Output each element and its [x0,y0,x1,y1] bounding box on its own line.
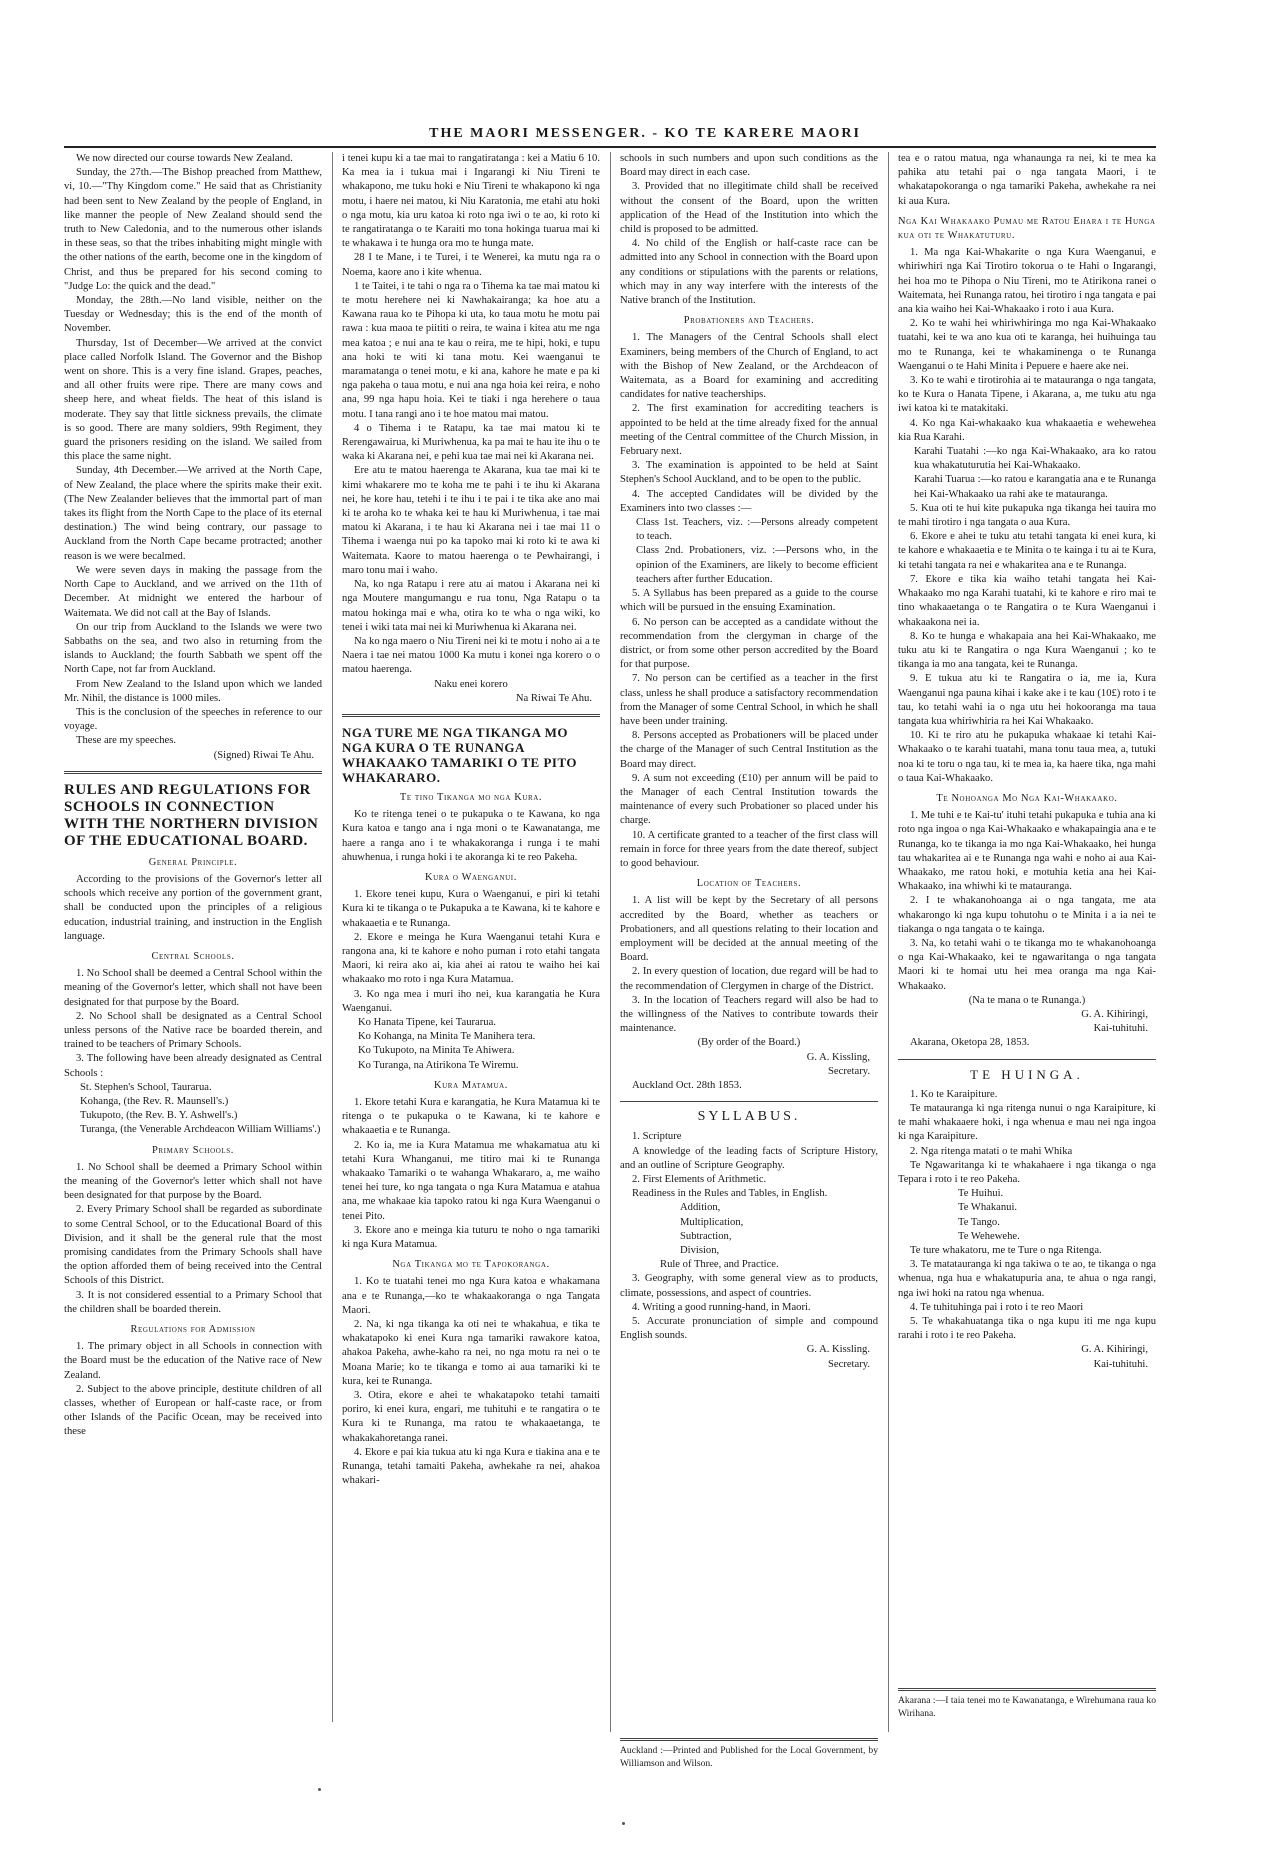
paragraph: 2. Na, ki nga tikanga ka oti nei te whakahua, e tika te whakatapoko ki enei Kura nga tamariki rawakore katoa, ahakoa Pakeha, awhe-kaho ra nei, no nga motu ra nei o te Moana Marie; ko te tikanga e tomo ai aua tamariki ki te kura, kei te Runanga. [342,1319,600,1387]
paragraph: Thursday, 1st of December—We arrived at the convict place called Norfolk Island. The Governor and the Bishop went on shore. This is a very fine island. Grapes, peaches, and all other fruits were ripe. There are many cows and sheep here, and wheat fields. The heat of this island is moderate. They say that little sickness prevails, the climate is so good. There are many soldiers, 99th Regiment, they guard the prisoners residing on the island. We sailed from this place the same night. [64,337,322,463]
signature: G. A. Kihiringi, [1081,1008,1148,1020]
paragraph: 8. Persons accepted as Probationers will be placed under the charge of the Manager of such Central Institution as the Board may direct. [620,730,878,770]
paragraph: i tenei kupu ki a tae mai to rangatiratanga : kei a Matiu 6 10. Ka mea ia i tukua mai i Ingarangi ki Niu Tireni te whakapono, me tuku hoki e Niu Tireni te whakapono ki nga motu, i haere nei matou, ki Niu Karatonia, me etahi atu hoki o nga motu, kia uru katoa ki roto nga iwi o te ao, ki roto ki te rangatiratanga o te Karaiti mo tona hokinga tuarua mai ki te whakawa i te hunga ora mo te hunga mate. [342,153,600,250]
paragraph: 1. Scripture [632,1131,682,1143]
paragraph: 6. No person can be accepted as a candidate without the recommendation from the clergyman in charge of the district, or from some other person accredited by the Board for that purpose. [620,616,878,671]
masthead: THE MAORI MESSENGER. - KO TE KARERE MAORI [429,126,861,141]
rules-title: RULES AND REGULATIONS FOR SCHOOLS IN CONNECTION WITH THE NORTHERN DIVISION OF THE EDUCATIONAL BOARD. [64,781,319,849]
list-item: Ko Tukupoto, na Minita Te Ahiwera. [358,1045,515,1057]
paragraph: 2. The first examination for accrediting teachers is appointed to be held at the time already fixed for the annual meeting of the Central committee of the Church Mission, in February next. [620,403,878,458]
paragraph: Na, ko nga Ratapu i rere atu ai matou i Akarana nei ki nga Moutere mangumangu e rua tonu, Nga Ratapu o ta matou hokinga mai e wha, otira ko te wha o nga wiki, ko tenei i wiki tata mai nei ki Muriwhenua ki Akarana nei. [342,579,600,633]
signature-title: Secretary. [828,1358,870,1370]
section-rule [898,1059,1156,1060]
list-item: St. Stephen's School, Taurarua. [80,1081,212,1093]
subheading: Primary Schools. [152,1144,234,1156]
signature-title: Secretary. [828,1065,870,1077]
paragraph: 2. Nga ritenga matati o te mahi Whika [910,1145,1073,1157]
paragraph: 2. No School shall be designated as a Central School unless persons of the Native race be boarded therein, and trained to be teachers of Primary Schools. [64,1010,322,1051]
paragraph: schools in such numbers and upon such conditions as the Board may direct in each case. [620,153,878,179]
paragraph: 3. Geography, with some general view as to products, climate, possessions, and aspect of countries. [620,1273,878,1299]
list-item: Te Wehewehe. [958,1230,1020,1242]
print-speck [622,1822,625,1825]
paragraph: 3. In the location of Teachers regard will also be had to the willingness of the Natives to contribute towards their maintenance. [620,994,878,1035]
paragraph: 2. Ko te wahi hei whiriwhiringa mo nga Kai-Whakaako tuatahi, kei te wa ano kua oti te karanga, hei huihuinga tau mo te Runanga, kei te whakaminenga o te Runanga Waenganui o te Hahi Minita i Pepuere e haere ake nei. [898,318,1156,372]
paragraph: 7. Ekore e tika kia waiho tetahi tangata hei Kai-Whakaako mo nga Karahi tuatahi, ki te kahore e riro mai te tino whakaaetanga o te Rangatira o te Kura Waenganui i whakaakona nei ia. [898,573,1156,628]
list-item: Ko Hanata Tipene, kei Taurarua. [358,1016,496,1028]
column-3 [620,152,878,1732]
signature: G. A. Kissling. [806,1344,870,1356]
paragraph: 4. No child of the English or half-caste race can be admitted into any School in connection with the Board upon any conditions or stipulations with the parents or relations, which may in any way interfere with the interests of the Native branch of the Institution. [620,238,878,307]
signature: G. A. Kissling, [806,1051,870,1063]
paragraph: 4. Ekore e pai kia tukua atu ki nga Kura e tiakina ana e te Runanga, tetahi tamaiti Pakeha, awhekahe ra nei, ahakoa whakari- [342,1446,600,1487]
paragraph: 9. A sum not exceeding (£10) per annum will be paid to the Manager of each Central Institution towards the maintenance of every such Probationer so placed under his charge. [620,772,878,827]
paragraph: 1. A list will be kept by the Secretary of all persons accredited by the Board, whether as teachers or Probationers, and all questions relating to their location and employment will be decided at the annual meeting of the Board. [620,895,878,964]
paragraph: 3. Te matatauranga ki nga takiwa o te ao, te tikanga o nga whenua, nga hua e whakatupuria ana, te ahua o nga rangi, nga iwi hoki na ratou nga whenua. [898,1259,1156,1299]
paragraph: 1. Ko te tuatahi tenei mo nga Kura katoa e whakamana ana e te Runanga,—ko te whakaakoranga o nga Tangata Maori. [342,1276,600,1316]
paragraph: 2. First Elements of Arithmetic. [632,1174,767,1186]
paragraph: 8. Ko te hunga e whakapaia ana hei Kai-Whakaako, me tuku atu ki te Rangatira o nga Kura Waenganui ; ko te tikanga ia mo ana tangata, kei te Runanga. [898,630,1156,671]
paragraph: 5. Kua oti te hui kite pukapuka nga tikanga hei tauira mo te mahi tirotiro i nga tangata o aua Kura. [898,502,1156,529]
column-2 [342,152,600,1722]
paragraph: 6. Ekore e ahei te tuku atu tetahi tangata ki enei kura, ki te kahore e whakaaetia e te Minita o te kainga i tu ai te Kura, ki tetahi tangata ra nei e whakaritea ana e te Runanga. [898,531,1156,571]
paragraph: 7. No person can be certified as a teacher in the first class, unless he shall produce a satisfactory recommendation from the Manager of some Central School, in which he shall have been under training. [620,673,878,727]
paragraph: 2. Ekore e meinga he Kura Waenganui tetahi Kura e rangona ana, ki te kahore e noho puman i roto etahi tangata Maori, ki reira ako ai, kia ahei ai ratou te waiho hei kai whakaako mo roto i nga Kura Matamua. [342,931,600,986]
list-item: Kohanga, (the Rev. R. Maunsell's.) [80,1095,229,1107]
paragraph: We now directed our course towards New Zealand. [76,153,293,164]
masthead-rule [64,146,1156,148]
paragraph: 2. In every question of location, due regard will be had to the recommendation of Clergymen in charge of the District. [620,966,878,992]
paragraph: 1 te Taitei, i te tahi o nga ra o Tihema ka tae mai matou ki te motu herehere nei ki Nawhakairanga; ka hoe atu a Kawana raua ko te Pihopa ki uta, ko taua motu he motu pai rawa : kua maoa te piititi o reira, te waina i kitea atu me nga mea katoa ; e nui ana te kau o reira, me te hipi, hoki, e tupu ana hoki te witi ki tana motu. Kei waenganui te maramatanga o tenei motu, e ki ana, kahore he mate e pa ki nga pakeha o taua motu, e nui ana nga hoia kei reira, e noho ana, 99 nga hapu hoia. Kei te tiaki i nga herehere o taua motu. I tana rangi ano i te hoe matou mai matou. [342,280,600,420]
paragraph: tea e o ratou matua, nga whanaunga ra nei, ki te mea ka pahika atu tetahi pai o nga tangata Maori, i te whakatapokoranga o nga tamariki Pakeha, awhekahe ra nei ki aua Kura. [898,153,1156,207]
subheading: Regulations for Admission [130,1324,256,1336]
paragraph: Sunday, the 27th.—The Bishop preached from Matthew, vi, 10.—"Thy Kingdom come." He said that as Christianity had been sent to New Zealand by the people of England, in like manner the people of New Zealand should send the truth to New Caledonia, and to the numerous other islands in these seas, so that the tribes inhabiting might mingle with the other nations of the earth, become one in the kingdom of Christ, and thus be prepared for his second coming to "Judge Lo: the quick and the dead." [64,167,322,292]
paragraph: 1. No School shall be deemed a Primary School within the meaning of the Governor's letter which shall not have been designated for that purpose by the Board. [64,1161,322,1202]
paragraph: 1. The primary object in all Schools in connection with the Board must be the education of the Native race of New Zealand. [64,1341,322,1381]
paragraph: 4. Te tuhituhinga pai i roto i te reo Maori [910,1301,1084,1313]
paragraph: 1. The Managers of the Central Schools shall elect Examiners, being members of the Church of England, to act with the Bishop of New Zealand, or the Archdeacon of Waitemata, as a Board for examining and accrediting candidates for native teacherships. [620,332,878,401]
by-order: (By order of the Board.) [697,1037,801,1049]
paragraph: 1. Ekore tenei kupu, Kura o Waenganui, e piri ki tetahi Kura ki te tikanga o te Pukapuka a te Kawana, ki te kahore e whakaaetia e te Runanga. [342,889,600,929]
paragraph: Sunday, 4th December.—We arrived at the North Cape, of New Zealand, the place where the spirits make their exit. (The New Zealander believes that the immortal part of man takes its flight from the North Cape to the place of its eternal destination.) The wind being contrary, our passage to Auckland from the North Cape became protracted; another reason is we were becalmed. [64,465,322,562]
dateline: Auckland Oct. 28th 1853. [632,1080,742,1091]
subheading: Nga Tikanga mo te Tapokoranga. [392,1259,550,1271]
signature: G. A. Kihiringi, [1081,1344,1148,1356]
paragraph: 3. It is not considered essential to a Primary School that the children shall be boarded therein. [64,1289,322,1315]
paragraph: A knowledge of the leading facts of Scripture History, and an outline of Scripture Geography. [620,1145,878,1171]
list-item: Karahi Tuarua :—ko ratou e karangatia ana e te Runanga hei Kai-Whakaako ua rahi ake te matauranga. [914,474,1156,500]
paragraph: 3. Na, ko tetahi wahi o te tikanga mo te whakanohoanga o nga Kai-Whakaako, kei te ngawaritanga o nga tangata Maori ki te homai utu hei mea oranga ma nga Kai-Whakaako. [898,937,1156,992]
signature: (Signed) Riwai Te Ahu. [213,749,314,761]
imprint [620,1738,878,1771]
signature-title: Kai-tuhituhi. [1093,1358,1148,1370]
paragraph: 4 o Tihema i te Ratapu, ka tae mai matou ki te Rerengawairua, ki Muriwhenua, ka pa mai te hau ite ihu o te waka ki Akarana nei, e pehi kua tae mai nei ki Akarana nei. [342,422,600,463]
paragraph: 9. E tukua atu ki te Rangatira o ia, me ia, Kura Waenganui nga pauna kihai i kake ake i te kau (10£) roto i te tau, ko tetahi wahi ia o nga utu hei hokoorangа ma taua tangata kua whiriwhiria ra hei Kai Whakaako. [898,673,1156,727]
paragraph: 4. The accepted Candidates will be divided by the Examiners into two classes :— [620,488,878,514]
section-rule [64,771,322,774]
paragraph: 5. Te whakahuatanga tika o nga kupu iti me nga kupu rarahi i roto i te reo Pakeha. [898,1316,1156,1342]
subheading: Kura o Waenganui. [425,871,517,883]
paragraph: This is the conclusion of the speeches in reference to our voyage. [64,706,322,733]
section-rule [342,714,600,717]
list-item: Ko Turanga, na Atirikona Te Wiremu. [358,1059,519,1071]
list-item: Te Whakanui. [958,1202,1018,1214]
list-item: Multiplication, [680,1216,744,1228]
subheading: Probationers and Teachers. [683,315,815,327]
paragraph: 3. Ko te wahi e tirotirohia ai te matauranga o nga tangata, ko te Kura o Hanata Tipene, i Akarana, a, me tuku atu nga iwi katoa ki te matakitaki. [898,375,1156,415]
subheading: Central Schools. [151,950,235,962]
paragraph: 10. A certificate granted to a teacher of the first class will remain in force for three years from the date thereof, subject to good behaviour. [620,829,878,869]
column-rule [610,152,611,1732]
list-item: Te Tango. [958,1216,1000,1228]
paragraph: 2. Every Primary School shall be regarded as subordinate to some Central School, or to the Educational Board of this Division, and it shall be the general rule that the most promising candidates from the Primary Schools shall have the option afforded them of being received into the Central Schools of this District. [64,1204,322,1287]
subheading: Kura Matamua. [434,1079,508,1091]
signoff: Naku enei korero [434,678,508,690]
imprint-text: Akarana :—I taia tenei mo te Kawanatanga, e Wirehumana raua ko Wirihana. [898,1695,1156,1719]
subheading: Te tino Tikanga mo nga Kura. [399,791,543,803]
paragraph: 10. Ki te riro atu he pukapuka whakaae ki tetahi Kai-Whakaako o te karahi tuatahi, mana tonu taua mea, a, tutuki noa ki te toru o nga tau, ki te mea ia, ka haere tika, nga mahi o taua Kai-Whakaako. [898,730,1156,784]
paragraph: 1. No School shall be deemed a Central School within the meaning of the Governor's letter, which shall not have been designated for that purpose by the Board. [64,968,322,1008]
paragraph: 4. Writing a good running-hand, in Maori. [632,1301,811,1313]
column-4 [898,152,1156,1682]
signature-title: Kai-tuhituhi. [1093,1023,1148,1035]
paragraph: We were seven days in making the passage from the North Cape to Auckland, and we arrived on the 11th of December. At midnight we entered the harbour of Waitemata. We did not call at the Bay of Islands. [64,564,322,619]
list-item: Class 2nd. Probationers, viz. :—Persons who, in the opinion of the Examiners, are likely to become efficient teachers after further Education. [636,545,878,585]
paragraph: From New Zealand to the Island upon which we landed Mr. Nihil, the distance is 1000 miles. [64,678,322,704]
list-item: Turanga, (the Venerable Archdeacon William Williams'.) [80,1124,321,1136]
list-item: Addition, [680,1202,721,1214]
paragraph: Na ko nga maero o Niu Tireni nei ki te motu i noho ai a te Naera i tae nei matou 1000 Ka mutu i konei nga korero o o matou haerenga. [342,635,600,676]
paragraph: 3. The examination is appointed to be held at Saint Stephen's School Auckland, and to be open to the public. [620,460,878,486]
list-item: Karahi Tuatahi :—ko nga Kai-Whakaako, ara ko ratou kua whakatuturutia hei Kai-Whakaako. [914,446,1156,472]
paragraph: Monday, the 28th.—No land visible, neither on the Tuesday or Wednesday; this is the end of the month of November. [64,295,322,335]
paragraph: Te Ngawaritanga ki te whakahaere i nga tikanga o nga Tepara i roto i te reo Pakeha. [898,1159,1156,1186]
subheading: General Principle. [148,856,238,868]
paragraph: 2. I te whakanohoanga ai o nga tangata, me ata whakarongo ki nga kupu tohutohu o te Minita i a ia nei te tiakanga o nga tangata o te kainga. [898,895,1156,935]
by-order: (Na te mana o te Runanga.) [968,994,1086,1006]
list-item: Te Huihui. [958,1188,1004,1200]
paragraph: 1. Ma nga Kai-Whakarite o nga Kura Waenganui, e whiriwhiri nga Kai Tirotiro tokorua o te Hahi o Ingarangi, hei hoa mo te Pihopa o Niu Tireni, mo te Atirikona ranei o Waitemata, hei Runanga ratou, hei tirotiro i nga tangata e pai ana kia waiho hei Kai-Whakaako i roto i aua Kura. [898,247,1156,316]
list-item: Tukupoto, (the Rev. B. Y. Ashwell's.) [80,1110,238,1122]
column-1 [64,152,322,1702]
list-item: Class 1st. Teachers, viz. :—Persons already competent to teach. [636,517,878,543]
subheading: Location of Teachers. [696,878,802,890]
paragraph: Ere atu te matou haerenga te Akarana, kua tae mai ki te kimi whakarere mo te koha me te pahi i te ihu ki Akarana nei, he kore hau, tetehi i te ihu i te pai i te tika ake ano mai ki te aroha ko te whaka kei te hau ki Muriwhenua, i tae mai matou ki Akarana, i te hau ki Akarana nei i tae mai 11 o Tihema i waenga nui po ka tapoko mai ki roto ki te awa ki Waitemata. Kaore to matou haerenga o te Pewhairangi, i maro tonu mai i waho. [342,465,600,576]
paragraph: 2. Ko ia, me ia Kura Matamua me whakamatua atu ki tetahi Kura Whanganui, me titiro mai ki te Runanga whakaako Tamariki o te wahanga Whakararo, a, me waiho tenei hei ture, ko nga tangata o nga Kura Matamua e atahua ana, me whakaae kia tapoko ratou ki nga Kura Waenganui o tenei Pito. [342,1139,600,1222]
section-rule [898,1688,1156,1691]
paragraph: 1. Ko te Karaipiture. [910,1088,998,1100]
paragraph: These are my speeches. [76,735,177,747]
paragraph: 2. Subject to the above principle, destitute children of all classes, whether of European or half-caste race, or from other Islands of the Pacific Ocean, may be received into these [64,1383,322,1438]
paragraph: 3. The following have been already designated as Central Schools : [64,1053,322,1079]
syllabus-title: SYLLABUS. [697,1109,801,1125]
paragraph: Te matauranga ki nga ritenga nunui o nga Karaipiture, ki te mahi whakaaere hoki, i nga whenua e mau nei nga ingoa ki nga Karaipiture. [898,1103,1156,1143]
paragraph: 4. Ko nga Kai-whakaako kua whakaaetia e wehewehea kia Rua Karahi. [898,417,1156,443]
paragraph: According to the provisions of the Governor's letter all schools which receive any portion of the government grant, shall be conducted upon the principles of a religious education, industrial training, and instruction in the English language. [64,873,322,942]
section-rule [620,1738,878,1741]
paragraph: 3. Ko nga mea i muri iho nei, kua karangatia he Kura Waenganui. [342,988,600,1014]
list-item: Ko Kohanga, na Minita Te Manihera tera. [358,1031,536,1043]
paragraph: Ko te ritenga tenei o te pukapuka o te Kawana, ko nga Kura katoa e tango ana i nga moni o te Kawanatanga, me haere a ranga ano i te whakakoranga i runga i te mahi ahuwhenua, i runga hoki i te akoranga ki te reo Pakeha. [342,809,600,863]
list-item: Rule of Three, and Practice. [660,1259,779,1271]
paragraph: 1. Ekore tetahi Kura e karangatia, he Kura Matamua ki te ritenga o te pukapuka o te Kawana, ki te kahore e whakaaetia e te Runanga. [342,1096,600,1137]
paragraph: 3. Otira, ekore e ahei te whakatapoko tetahi tamaiti poriro, ki enei kura, engari, me tuhituhi e te rangatira o te Kura ki te Runanga, ma ratou te whakaaetanga, te whakakahoretanga ranei. [342,1390,600,1444]
subheading: Nga Kai Whakaako Pumau me Ratou Ehara i te Hunga kua oti te Whakatuturu. [898,215,1156,242]
column-rule [888,152,889,1732]
signature: Na Riwai Te Ahu. [515,692,592,704]
paragraph: On our trip from Auckland to the Islands we were two Sabbaths on the sea, and two also in returning from the islands to Auckland; the fourth Sabbath we spent off the North Cape, not far from Auckland. [64,621,322,676]
imprint-text: Auckland :—Printed and Published for the Local Government, by Williamson and Wilson. [620,1745,878,1769]
paragraph: 3. Ekore ano e meinga kia tuturu te noho o nga tamariki ki nga Kura Matamua. [342,1224,600,1251]
list-item: Division, [680,1245,720,1257]
paragraph: 1. Me tuhi e te Kai-tu' ituhi tetahi pukapuka e tuhia ana ki roto nga ingoa o nga Kai-Whakaako e whakapaingia ana e te Runanga, ko te tikanga ia mo nga Kai-Whakaako, hei hunga tau whakaritea ai e te Runanga nga wahi e noho ai aua Kai-Whaakako, me ratou hoki, e motuhia ketia ana hei Kai-Whakaako, ina whiwhi ki te matauranga. [898,810,1156,893]
list-item: Subtraction, [680,1230,732,1242]
paragraph: 5. Accurate pronunciation of simple and compound English sounds. [620,1316,878,1342]
imprint [898,1688,1156,1721]
paragraph: 28 I te Mane, i te Turei, i te Wenerei, ka mutu nga ra o Noema, kaore ano i kite whenua. [342,252,600,278]
paragraph: Readiness in the Rules and Tables, in English. [632,1188,828,1200]
section-rule [620,1101,878,1102]
column-rule [332,152,333,1722]
paragraph: Te ture whakatoru, me te Ture o nga Ritenga. [910,1245,1102,1257]
paragraph: 5. A Syllabus has been prepared as a guide to the course which will be pursued in the ensuing Examination. [620,588,878,614]
huinga-title: TE HUINGA. [970,1066,1084,1082]
print-speck [318,1788,321,1791]
paragraph: 3. Provided that no illegitimate child shall be received without the consent of the Board, upon the written application of the Head of the Institution into which the child is proposed to be admitted. [620,181,878,236]
subheading: Te Nohoanga Mo Nga Kai-Whakaako. [936,792,1118,804]
maori-rules-title: NGA TURE ME NGA TIKANGA MO NGA KURA O TE RUNANGA WHAKAAKO TAMARIKI O TE PITO WHAKARARO. [342,724,578,785]
dateline: Akarana, Oketopa 28, 1853. [910,1037,1030,1049]
